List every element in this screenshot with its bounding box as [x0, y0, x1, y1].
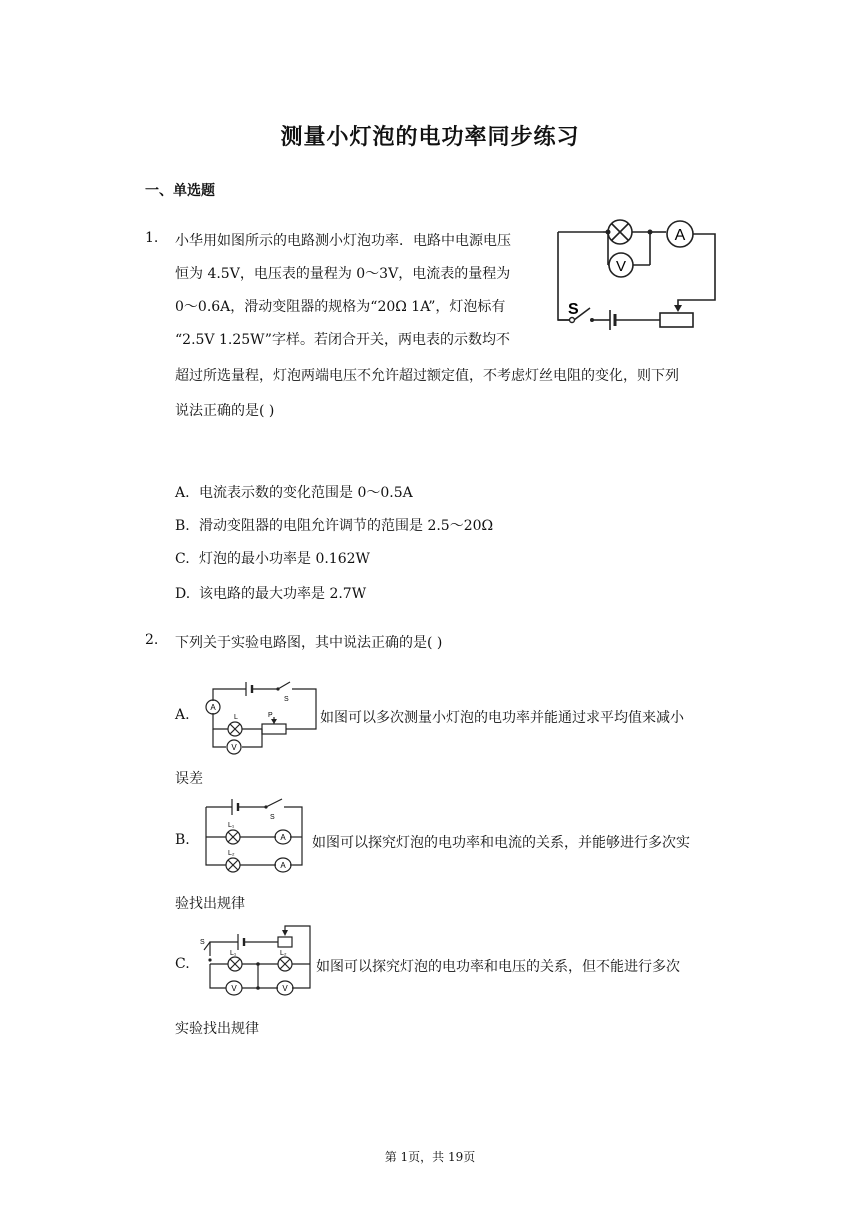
- voltmeter-label: V: [231, 743, 237, 752]
- question-1-option-a[interactable]: [175, 482, 413, 502]
- switch-label: S: [270, 814, 275, 821]
- lamp-2-label: L₂: [228, 850, 235, 857]
- question-2-option-b-label[interactable]: B.: [175, 832, 190, 848]
- switch-label: S: [200, 939, 205, 946]
- ammeter-label: A: [674, 227, 686, 244]
- voltmeter-2-label: V: [282, 984, 288, 993]
- question-2-option-b-circuit: [198, 795, 310, 875]
- voltmeter-label: V: [615, 258, 627, 275]
- question-2-option-b-continuation: 验找出规律: [175, 896, 245, 912]
- switch-label: S: [284, 696, 289, 703]
- question-2-number: 2.: [145, 632, 159, 648]
- option-text: 电流表示数的变化范围是 0～0.5A: [199, 485, 413, 501]
- question-1-circuit-figure: [548, 212, 723, 337]
- question-1-line-2: 恒为 4.5V，电压表的量程为 0～3V，电流表的量程为: [175, 266, 511, 282]
- page-footer: 第 1页，共 19页: [384, 1150, 476, 1164]
- question-1-line-6: 说法正确的是( ): [175, 403, 275, 419]
- lamp-2-label: L₂: [280, 950, 287, 957]
- option-label: B.: [175, 518, 190, 534]
- lamp-1-label: L₁: [230, 950, 237, 957]
- ammeter-1-label: A: [280, 833, 286, 842]
- option-label: D.: [175, 586, 191, 602]
- question-1-option-b[interactable]: [175, 515, 493, 535]
- question-2-option-c-circuit: [198, 922, 316, 998]
- voltmeter-1-label: V: [231, 984, 237, 993]
- question-2-stem: 下列关于实验电路图，其中说法正确的是( ): [175, 635, 443, 651]
- question-1-line-1: 小华用如图所示的电路测小灯泡功率．电路中电源电压: [175, 233, 511, 249]
- question-1-line-5: 超过所选量程，灯泡两端电压不允许超过额定值，不考虑灯丝电阻的变化，则下列: [175, 368, 679, 384]
- question-1-option-c[interactable]: [175, 548, 370, 568]
- option-label: A.: [175, 485, 190, 501]
- question-2-option-a-circuit: [198, 677, 320, 755]
- lamp-1-label: L₁: [228, 822, 235, 829]
- slider-label: P: [268, 712, 273, 719]
- question-2-option-a-label[interactable]: A.: [175, 707, 190, 723]
- switch-label: S: [568, 301, 579, 318]
- question-2-option-b-text: 如图可以探究灯泡的电功率和电流的关系，并能够进行多次实: [312, 835, 690, 851]
- ammeter-2-label: A: [280, 861, 286, 870]
- option-text: 滑动变阻器的电阻允许调节的范围是 2.5～20Ω: [199, 518, 494, 534]
- page-title: 测量小灯泡的电功率同步练习: [280, 124, 580, 150]
- question-2-option-c-text: 如图可以探究灯泡的电功率和电压的关系，但不能进行多次: [316, 959, 680, 975]
- section-heading: 一、单选题: [145, 183, 215, 199]
- question-2-option-a-text: 如图可以多次测量小灯泡的电功率并能通过求平均值来减小: [320, 710, 684, 726]
- lamp-label: L: [234, 714, 238, 721]
- question-2-option-a-continuation: 误差: [175, 771, 203, 787]
- ammeter-label: A: [210, 703, 216, 712]
- option-text: 该电路的最大功率是 2.7W: [199, 586, 367, 602]
- question-1-number: 1.: [145, 230, 159, 246]
- question-2-option-c-label[interactable]: C.: [175, 956, 190, 972]
- question-2-option-c-continuation: 实验找出规律: [175, 1021, 259, 1037]
- option-label: C.: [175, 551, 190, 567]
- question-1-line-3: 0～0.6A，滑动变阻器的规格为“20Ω 1A”，灯泡标有: [175, 299, 506, 315]
- option-text: 灯泡的最小功率是 0.162W: [199, 551, 370, 567]
- question-1-option-d[interactable]: [175, 583, 366, 603]
- question-1-line-4: “2.5V 1.25W”字样。若闭合开关，两电表的示数均不: [175, 332, 510, 348]
